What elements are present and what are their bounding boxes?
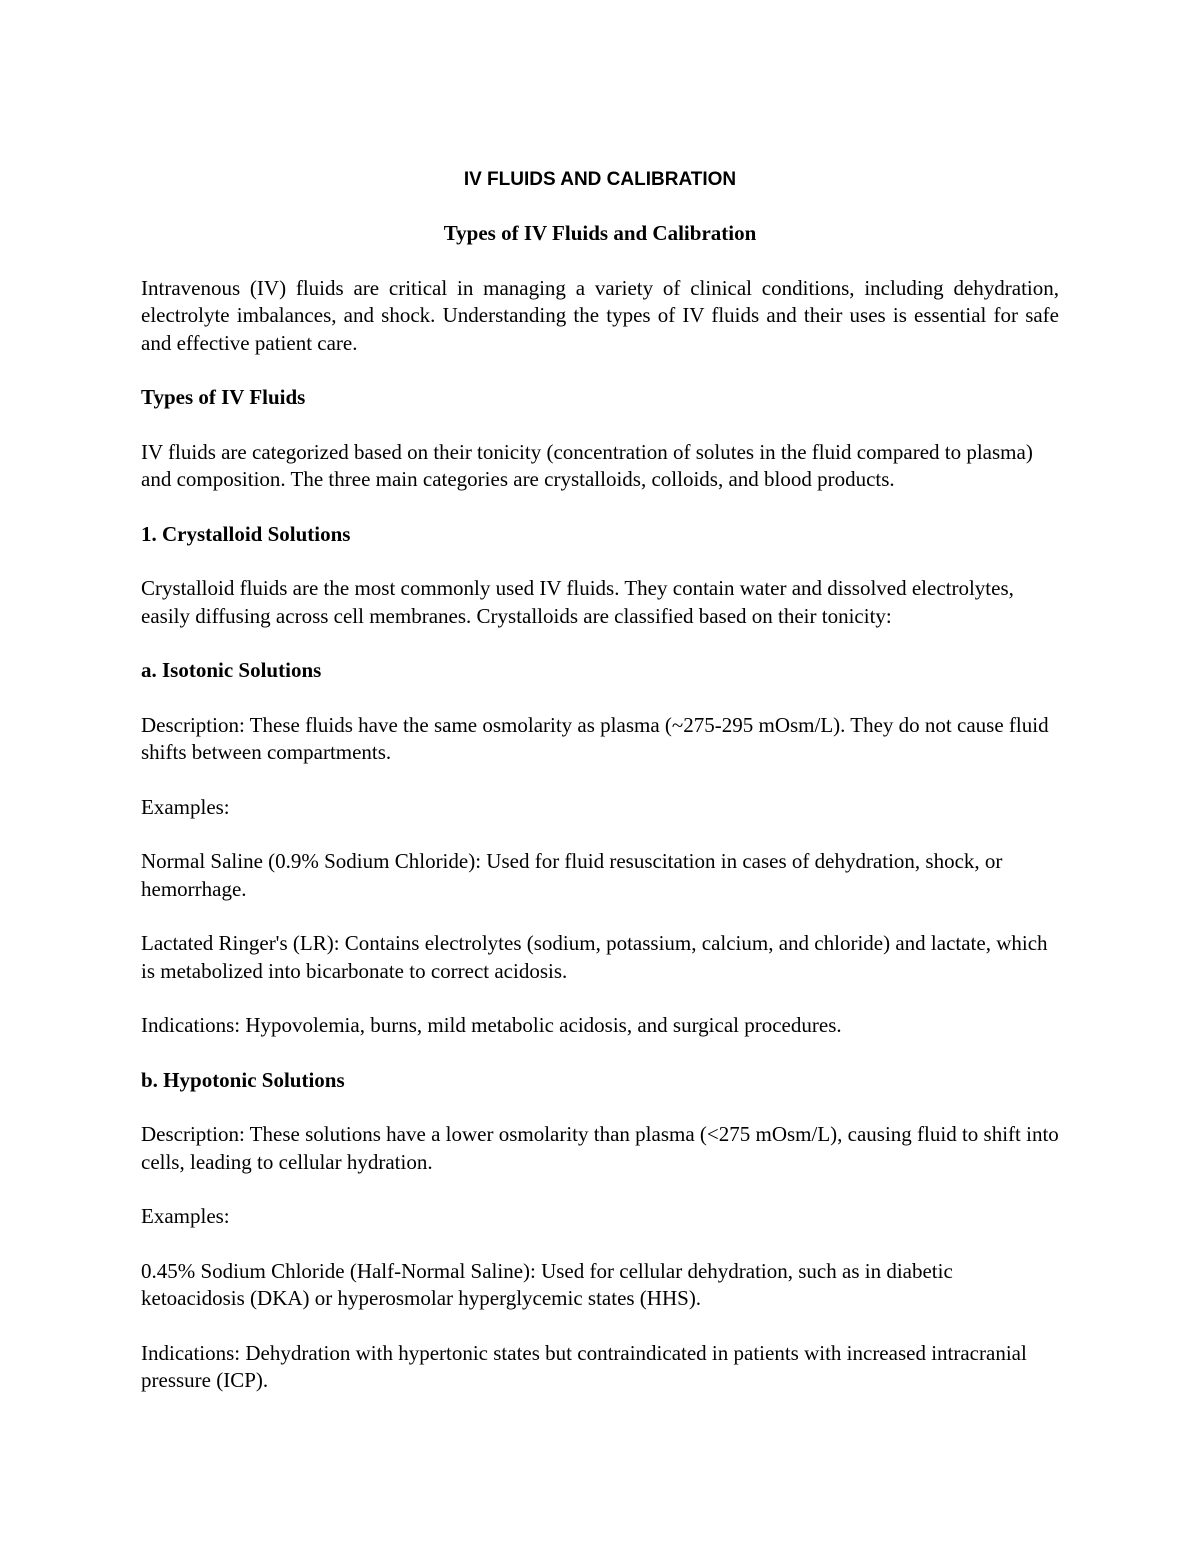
isotonic-example-lactated-ringers: Lactated Ringer's (LR): Contains electrolytes (sodium, potassium, calcium, and chloride) and lactate, which is metabolized into bicarbonate to correct acidosis.: [141, 931, 1048, 983]
isotonic-examples-label: Examples:: [141, 794, 230, 819]
document-title: IV FLUIDS AND CALIBRATION: [463, 169, 737, 190]
hypotonic-indications: Indications: Dehydration with hypertonic states but contraindicated in patients with increased intracranial pressure (ICP).: [141, 1340, 1027, 1392]
hypotonic-description: Description: These solutions have a lower osmolarity than plasma (<275 mOsm/L), causing fluid to shift into cells, leading to cellular hydration.: [141, 1122, 1059, 1174]
hypotonic-example-half-normal-saline: 0.45% Sodium Chloride (Half-Normal Saline): Used for cellular dehydration, such as in diabetic ketoacidosis (DKA) or hyperosmolar hyperglycemic states (HHS).: [141, 1258, 953, 1310]
types-heading: Types of IV Fluids: [141, 385, 306, 409]
isotonic-example-normal-saline: Normal Saline (0.9% Sodium Chloride): Used for fluid resuscitation in cases of dehydration, shock, or hemorrhage.: [141, 849, 1003, 901]
hypotonic-heading: b. Hypotonic Solutions: [141, 1067, 345, 1092]
isotonic-indications: Indications: Hypovolemia, burns, mild metabolic acidosis, and surgical procedures.: [141, 1013, 842, 1037]
crystalloid-paragraph: Crystalloid fluids are the most commonly used IV fluids. They contain water and dissolved electrolytes, easily diffusing across cell membranes. Crystalloids are classified based on their tonicity:: [141, 576, 1014, 628]
intro-paragraph: Intravenous (IV) fluids are critical in managing a variety of clinical conditions, including dehydration, electrolyte imbalances, and shock. Understanding the types of IV fluids and their uses is essential for safe and effective patient care.: [141, 275, 1059, 355]
crystalloid-heading: 1. Crystalloid Solutions: [141, 521, 351, 546]
document-subtitle: Types of IV Fluids and Calibration: [443, 221, 757, 245]
hypotonic-examples-label: Examples:: [141, 1204, 230, 1228]
types-paragraph: IV fluids are categorized based on their tonicity (concentration of solutes in the fluid compared to plasma) and composition. The three main categories are crystalloids, colloids, and blood products.: [141, 439, 1033, 491]
document-page: [141, 166, 1059, 1422]
isotonic-description: Description: These fluids have the same osmolarity as plasma (~275-295 mOsm/L). They do not cause fluid shifts between compartments.: [141, 712, 1049, 764]
isotonic-heading: a. Isotonic Solutions: [141, 658, 322, 682]
